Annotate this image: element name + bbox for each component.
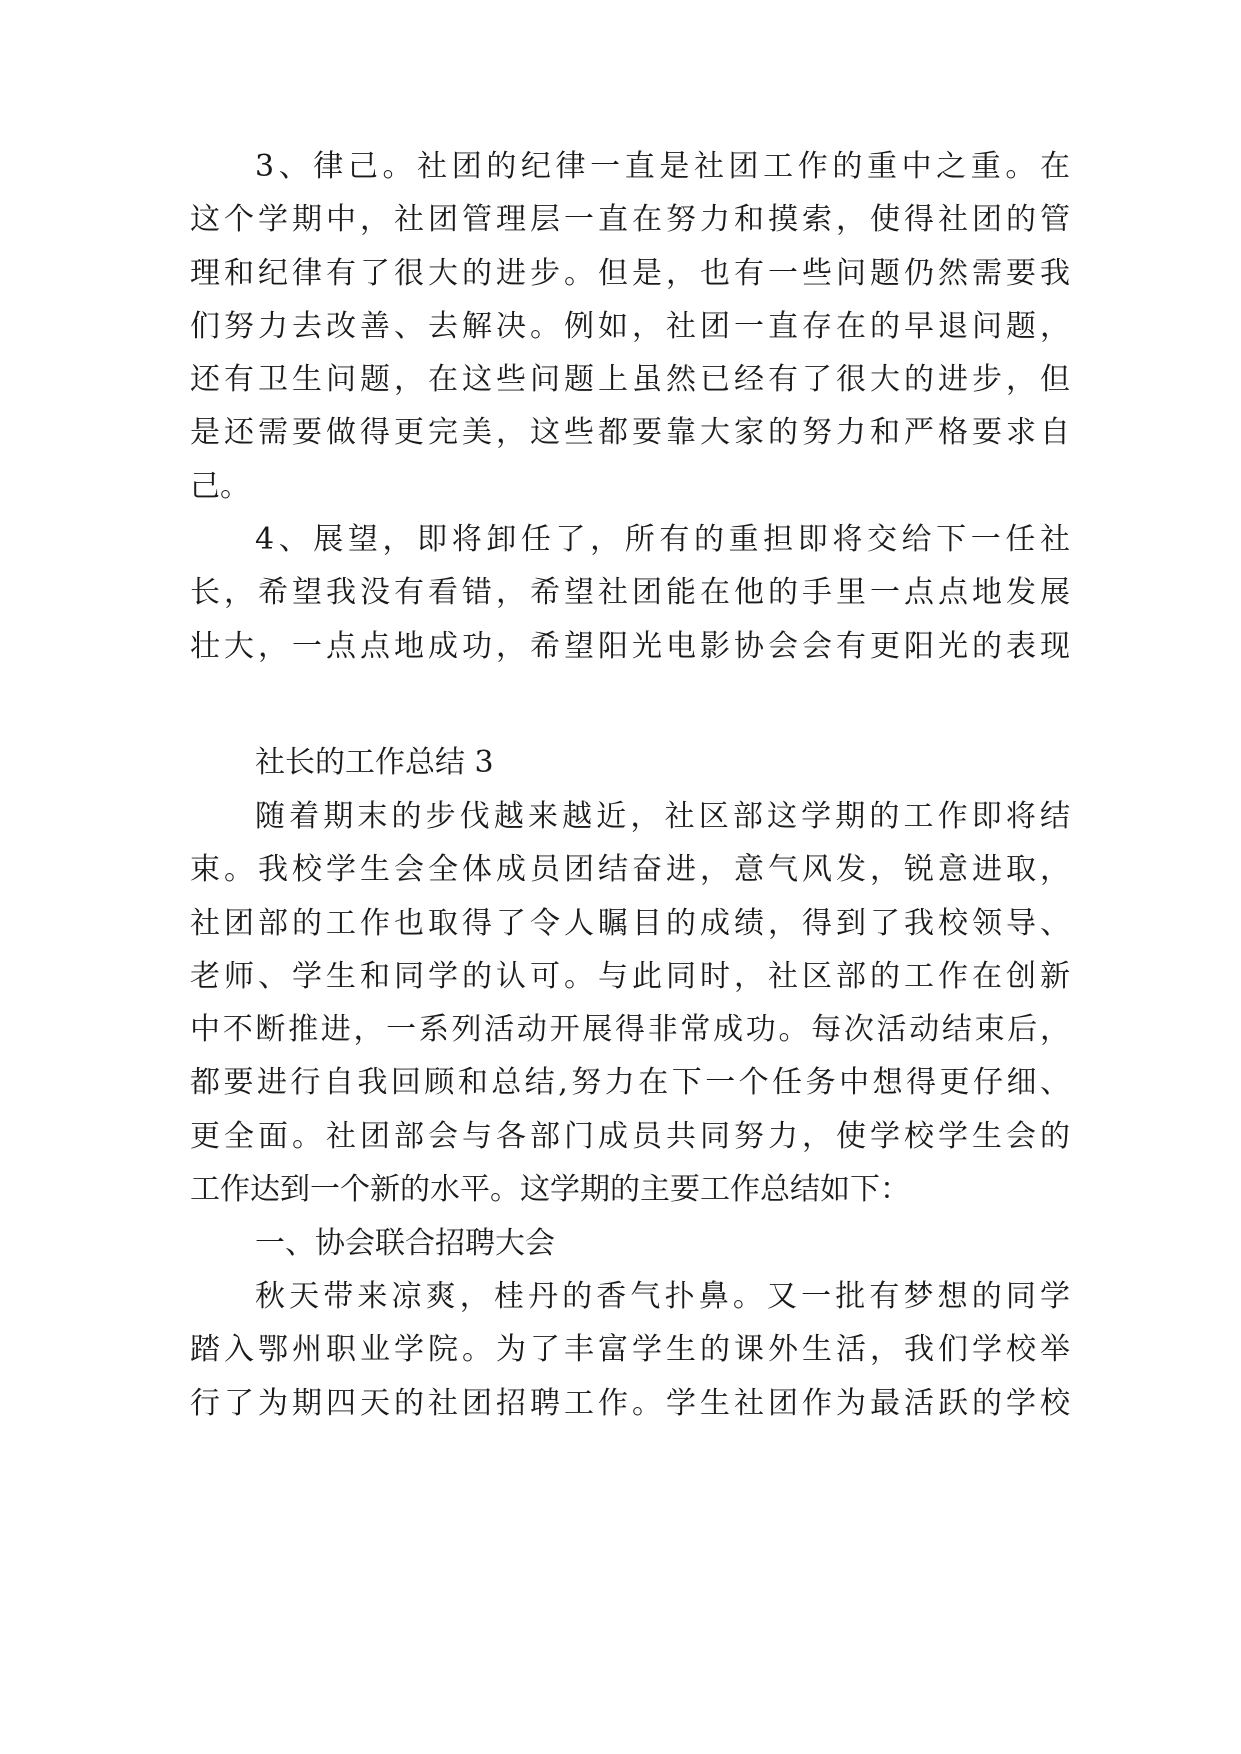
text-line: 社团部的工作也取得了令人瞩目的成绩，得到了我校领导、 [190, 905, 1070, 941]
paragraph-recruitment [190, 1270, 1070, 1430]
text-line: 3、律己。社团的纪律一直是社团工作的重中之重。在 [255, 149, 1070, 184]
text-line: 们努力去改善、去解决。例如，社团一直存在的早退问题， [190, 308, 1070, 344]
section-title: 社长的工作总结 3 [255, 745, 494, 780]
text-line: 都要进行自我回顾和总结,努力在下一个任务中想得更仔细、 [190, 1065, 1070, 1101]
paragraph-3 [190, 140, 1070, 513]
text-line: 随着期末的步伐越来越近，社区部这学期的工作即将结 [255, 799, 1070, 834]
text-line: 更全面。社团部会与各部门成员共同努力，使学校学生会的 [190, 1118, 1070, 1154]
text-line: 束。我校学生会全体成员团结奋进，意气风发，锐意进取， [190, 852, 1070, 888]
text-line: 理和纪律有了很大的进步。但是，也有一些问题仍然需要我 [190, 255, 1070, 291]
subheading-recruitment: 一、协会联合招聘大会 [255, 1226, 555, 1261]
intro-paragraph [190, 790, 1070, 1216]
text-line: 老师、学生和同学的认可。与此同时，社区部的工作在创新 [190, 958, 1070, 994]
text-line: 是还需要做得更完美，这些都要靠大家的努力和严格要求自 [190, 415, 1070, 451]
text-line: 中不断推进，一系列活动开展得非常成功。每次活动结束后， [190, 1012, 1070, 1048]
text-line: 工作达到一个新的水平。这学期的主要工作总结如下： [190, 1172, 910, 1208]
text-line: 还有卫生问题，在这些问题上虽然已经有了很大的进步，但 [190, 362, 1070, 398]
text-line: 4、展望，即将卸任了，所有的重担即将交给下一任社 [255, 522, 1070, 557]
text-line: 壮大，一点点地成功，希望阳光电影协会会有更阳光的表现 [190, 628, 1070, 664]
text-line: 己。 [190, 468, 250, 504]
text-line: 行了为期四天的社团招聘工作。学生社团作为最活跃的学校 [190, 1385, 1070, 1421]
text-line: 踏入鄂州职业学院。为了丰富学生的课外生活，我们学校举 [190, 1332, 1070, 1368]
text-line: 长，希望我没有看错，希望社团能在他的手里一点点地发展 [190, 575, 1070, 611]
paragraph-4 [190, 513, 1070, 673]
text-line: 这个学期中，社团管理层一直在努力和摸索，使得社团的管 [190, 202, 1070, 238]
text-line: 秋天带来凉爽，桂丹的香气扑鼻。又一批有梦想的同学 [255, 1279, 1070, 1314]
